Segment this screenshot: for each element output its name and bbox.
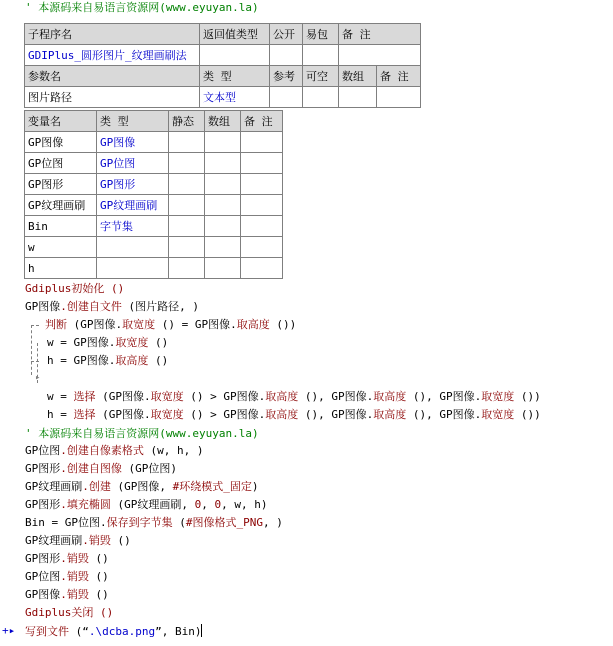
var-remark-cell[interactable]	[241, 153, 283, 174]
var-type-cell[interactable]	[97, 237, 169, 258]
var-array-cell[interactable]	[205, 132, 241, 153]
code-args: )	[251, 480, 259, 493]
var-type-cell[interactable]	[97, 258, 169, 279]
header-cell: 备 注	[241, 111, 283, 132]
code-method: .销毁	[82, 534, 111, 547]
code-line[interactable]	[25, 534, 131, 548]
code-method: 取宽度	[150, 390, 184, 403]
var-name-cell[interactable]: w	[25, 237, 97, 258]
header-cell: 公开	[270, 24, 303, 45]
code-number: 0	[214, 498, 222, 511]
code-text: (), GP图像.	[298, 390, 374, 403]
code-line[interactable]	[25, 588, 109, 602]
param-remark-cell[interactable]	[377, 87, 421, 108]
param-type-cell[interactable]: 文本型	[200, 87, 270, 108]
code-text: ())	[514, 408, 541, 421]
code-args: ()	[88, 588, 109, 601]
code-args: (GP图像,	[110, 480, 173, 493]
param-header-row	[25, 66, 421, 87]
header-cell: 备 注	[339, 24, 421, 45]
code-args: ()	[110, 534, 131, 547]
code-args: ()	[88, 552, 109, 565]
code-text: () = GP图像.	[155, 318, 237, 331]
header-cell: 参考	[270, 66, 303, 87]
code-text: (GP图像.	[95, 390, 151, 403]
code-line[interactable]	[47, 408, 541, 422]
code-text: (GP图像.	[67, 318, 123, 331]
subroutine-row[interactable]	[25, 45, 421, 66]
code-object: GP位图	[25, 444, 61, 457]
code-object: GP纹理画刷	[25, 480, 83, 493]
code-number: 0	[194, 498, 202, 511]
code-args: ,	[201, 498, 215, 511]
code-line[interactable]	[25, 462, 177, 476]
code-text: h = GP图像.	[47, 354, 116, 367]
text-cursor	[201, 624, 202, 637]
code-method: .创建自像素格式	[60, 444, 144, 457]
code-method: 保存到字节集	[106, 516, 173, 529]
var-static-cell[interactable]	[169, 153, 205, 174]
code-line[interactable]: Gdiplus关闭 ()	[25, 606, 114, 619]
insert-line-marker-icon[interactable]: +▸	[2, 624, 16, 637]
var-static-cell[interactable]	[169, 174, 205, 195]
code-args: (图片路径, )	[121, 300, 199, 313]
variable-row[interactable]	[25, 195, 283, 216]
code-line[interactable]	[25, 444, 203, 458]
code-text: (), GP图像.	[298, 408, 374, 421]
variable-row[interactable]	[25, 258, 283, 279]
code-text: h =	[47, 408, 74, 421]
code-args: , )	[262, 516, 283, 529]
code-line[interactable]	[25, 300, 199, 314]
variable-row[interactable]	[25, 132, 283, 153]
code-line[interactable]	[47, 336, 168, 350]
code-method: 取宽度	[115, 336, 149, 349]
var-static-cell[interactable]	[169, 132, 205, 153]
header-cell: 数组	[339, 66, 377, 87]
variable-row[interactable]	[25, 174, 283, 195]
public-cell[interactable]	[270, 45, 303, 66]
source-comment: ' 本源码来自易语言资源网(www.eyuyan.la)	[25, 427, 259, 440]
param-name-cell[interactable]: 图片路径	[25, 87, 200, 108]
var-remark-cell[interactable]	[241, 216, 283, 237]
code-object: GP图形	[25, 498, 61, 511]
code-line[interactable]	[25, 516, 283, 530]
header-cell: 参数名	[25, 66, 200, 87]
source-comment: ' 本源码来自易语言资源网(www.eyuyan.la)	[25, 1, 259, 14]
var-static-cell[interactable]	[169, 258, 205, 279]
var-static-cell[interactable]	[169, 195, 205, 216]
code-args: ”, Bin)	[155, 625, 202, 638]
code-args: ()	[88, 570, 109, 583]
code-method: 取高度	[373, 408, 407, 421]
header-cell: 子程序名	[25, 24, 200, 45]
header-cell: 易包	[303, 24, 339, 45]
code-constant: #图像格式_PNG	[185, 516, 263, 529]
code-object: GP纹理画刷	[25, 534, 83, 547]
var-static-cell[interactable]	[169, 216, 205, 237]
subroutine-header-row	[25, 24, 421, 45]
code-text: (), GP图像.	[406, 390, 482, 403]
code-method: .创建	[82, 480, 111, 493]
code-args: (w, h, )	[143, 444, 204, 457]
code-text: Bin = GP位图.	[25, 516, 107, 529]
var-name-cell[interactable]: Bin	[25, 216, 97, 237]
flow-arrow-icon: ▸	[35, 373, 41, 383]
param-row[interactable]	[25, 87, 421, 108]
flow-line	[31, 325, 32, 375]
code-line-current[interactable]	[25, 624, 202, 638]
var-name-cell[interactable]: GP纹理画刷	[25, 195, 97, 216]
var-remark-cell[interactable]	[241, 258, 283, 279]
code-object: GP图像	[25, 300, 61, 313]
return-type-cell[interactable]	[200, 45, 270, 66]
header-cell: 变量名	[25, 111, 97, 132]
var-remark-cell[interactable]	[241, 237, 283, 258]
var-array-cell[interactable]	[205, 216, 241, 237]
subroutine-table	[24, 23, 421, 108]
code-method: .销毁	[60, 552, 89, 565]
var-type-cell[interactable]: GP图形	[97, 174, 169, 195]
variable-row[interactable]	[25, 153, 283, 174]
flow-line	[31, 325, 39, 326]
variable-row[interactable]	[25, 216, 283, 237]
code-args: (	[172, 516, 186, 529]
var-array-cell[interactable]	[205, 174, 241, 195]
code-method: 取高度	[115, 354, 149, 367]
code-method: 取宽度	[481, 408, 515, 421]
code-method: 取宽度	[481, 390, 515, 403]
code-text: ())	[514, 390, 541, 403]
var-name-cell[interactable]: GP图像	[25, 132, 97, 153]
var-array-cell[interactable]	[205, 258, 241, 279]
code-line[interactable]	[25, 498, 267, 512]
code-string: .\dcba.png	[88, 625, 156, 638]
code-line[interactable]	[47, 390, 541, 404]
header-cell: 可空	[303, 66, 339, 87]
code-line[interactable]	[25, 480, 259, 494]
param-nullable-cell[interactable]	[303, 87, 339, 108]
code-line[interactable]	[25, 552, 109, 566]
variable-row[interactable]	[25, 237, 283, 258]
code-method: .填充椭圆	[60, 498, 111, 511]
code-text: () > GP图像.	[183, 390, 266, 403]
code-method: 取宽度	[122, 318, 156, 331]
code-method: 取高度	[236, 318, 270, 331]
var-type-cell[interactable]: 字节集	[97, 216, 169, 237]
code-keyword: 判断	[45, 318, 67, 331]
var-array-cell[interactable]	[205, 153, 241, 174]
code-keyword: 选择	[73, 408, 96, 421]
code-function: 写到文件	[25, 625, 69, 638]
package-cell[interactable]	[303, 45, 339, 66]
var-array-cell[interactable]	[205, 237, 241, 258]
param-ref-cell[interactable]	[270, 87, 303, 108]
code-text: w =	[47, 390, 74, 403]
code-args: (GP位图)	[121, 462, 177, 475]
var-type-cell[interactable]: GP位图	[97, 153, 169, 174]
code-text: ()	[148, 336, 169, 349]
code-line[interactable]	[25, 570, 109, 584]
var-type-cell[interactable]: GP纹理画刷	[97, 195, 169, 216]
code-object: GP图像	[25, 588, 61, 601]
subroutine-name-cell[interactable]: GDIPlus_圆形图片_纹理画刷法	[25, 45, 200, 66]
header-cell: 返回值类型	[200, 24, 270, 45]
code-object: GP图形	[25, 462, 61, 475]
code-method: .创建自图像	[60, 462, 122, 475]
code-text: (GP图像.	[95, 408, 151, 421]
code-method: 取高度	[265, 390, 299, 403]
code-keyword: 选择	[73, 390, 96, 403]
var-name-cell[interactable]: GP位图	[25, 153, 97, 174]
code-text: () > GP图像.	[183, 408, 266, 421]
header-cell: 静态	[169, 111, 205, 132]
code-object: GP图形	[25, 552, 61, 565]
code-args: (“	[69, 625, 89, 638]
header-cell: 备 注	[377, 66, 421, 87]
code-line[interactable]: Gdiplus初始化 ()	[25, 282, 125, 295]
code-method: .销毁	[60, 588, 89, 601]
var-remark-cell[interactable]	[241, 195, 283, 216]
var-array-cell[interactable]	[205, 195, 241, 216]
code-text: ()	[148, 354, 169, 367]
header-cell: 类 型	[200, 66, 270, 87]
code-args: (GP纹理画刷,	[110, 498, 195, 511]
code-method: 取高度	[265, 408, 299, 421]
header-cell: 数组	[205, 111, 241, 132]
code-method: 取高度	[373, 390, 407, 403]
var-static-cell[interactable]	[169, 237, 205, 258]
code-object: GP位图	[25, 570, 61, 583]
code-args: , w, h)	[221, 498, 268, 511]
header-cell: 类 型	[97, 111, 169, 132]
code-line[interactable]	[47, 354, 168, 368]
code-text: (), GP图像.	[406, 408, 482, 421]
var-name-cell[interactable]: GP图形	[25, 174, 97, 195]
remark-cell[interactable]	[339, 45, 421, 66]
code-text: w = GP图像.	[47, 336, 116, 349]
var-name-cell[interactable]: h	[25, 258, 97, 279]
variable-header-row	[25, 111, 283, 132]
var-remark-cell[interactable]	[241, 132, 283, 153]
code-method: 取宽度	[150, 408, 184, 421]
var-remark-cell[interactable]	[241, 174, 283, 195]
code-line[interactable]	[45, 318, 296, 332]
code-method: .销毁	[60, 570, 89, 583]
variable-table	[24, 110, 283, 279]
param-array-cell[interactable]	[339, 87, 377, 108]
code-text: ())	[269, 318, 297, 331]
var-type-cell[interactable]: GP图像	[97, 132, 169, 153]
code-method: .创建自文件	[60, 300, 122, 313]
code-constant: #环绕模式_固定	[172, 480, 252, 493]
